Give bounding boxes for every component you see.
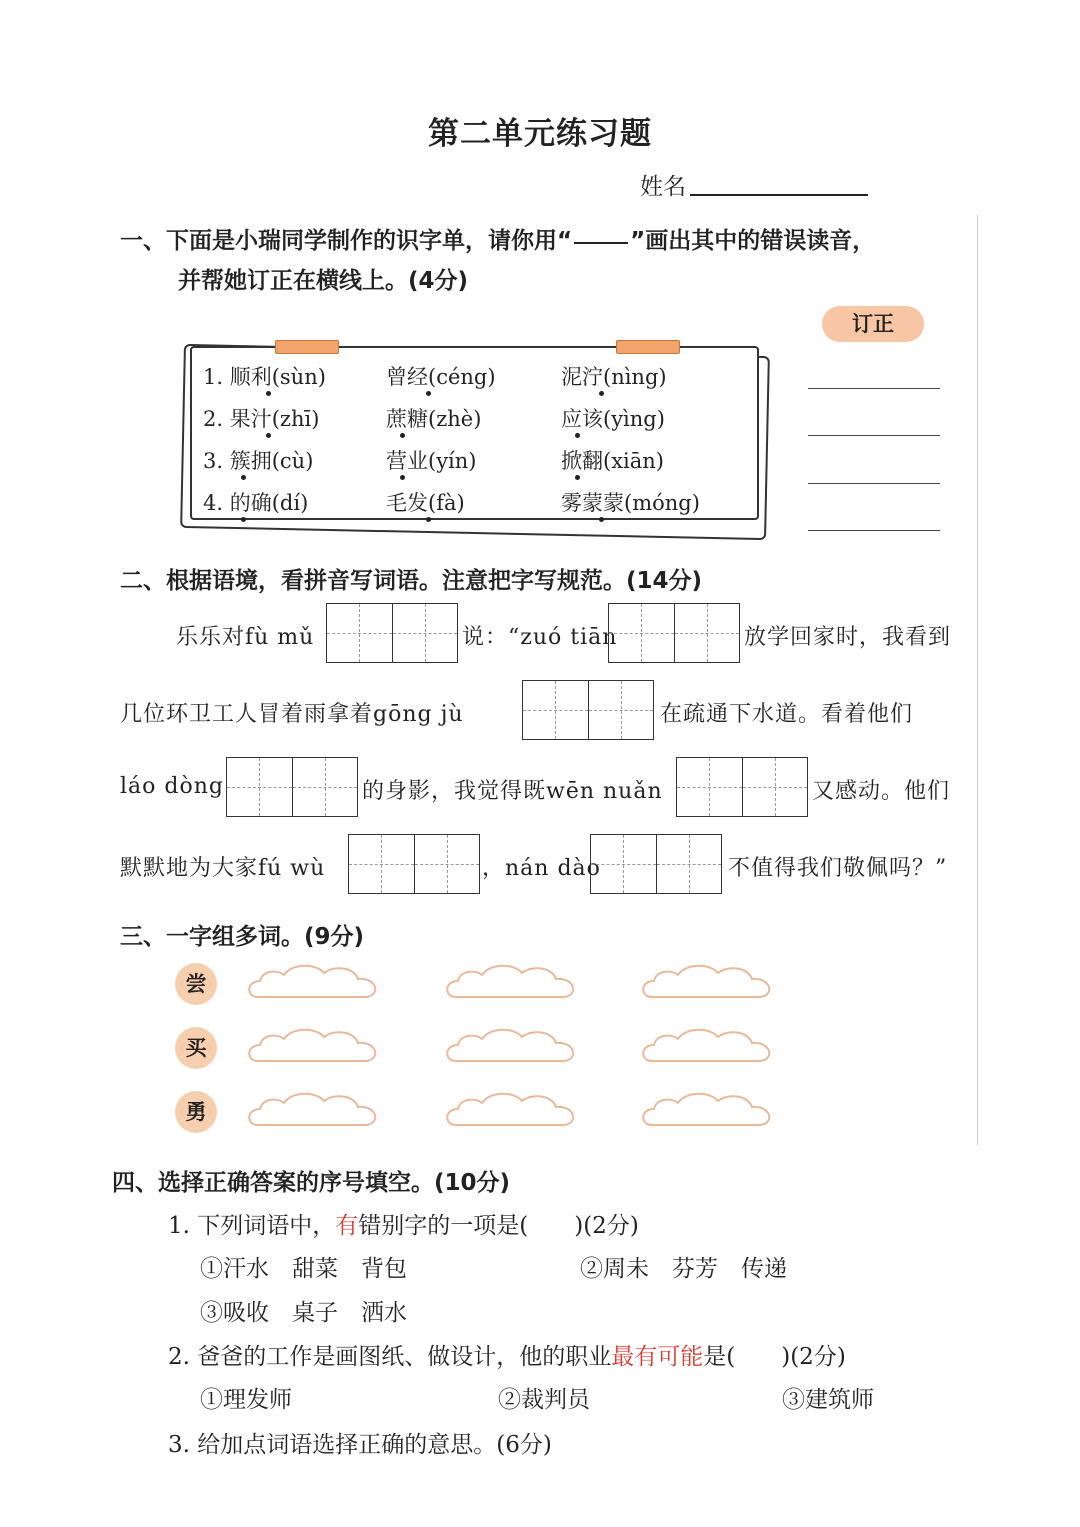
page-title: 第二单元练习题 [428, 116, 652, 152]
cloud-answer-box[interactable] [244, 1087, 384, 1137]
q2-option-1[interactable]: ①理发师 [200, 1387, 292, 1413]
fix-answer-line[interactable] [808, 483, 940, 484]
q1-pre: 1. 下列词语中， [168, 1213, 336, 1239]
section2-heading: 二、根据语境，看拼音写词语。注意把字写规范。(14分) [120, 568, 703, 594]
tianzige-box[interactable] [676, 757, 808, 817]
card-item: 应该(yìng) [561, 407, 665, 431]
cloud-answer-box[interactable] [638, 1087, 778, 1137]
tianzige-box[interactable] [590, 834, 722, 894]
section4-heading: 四、选择正确答案的序号填空。(10分) [112, 1170, 511, 1196]
section1-heading [120, 222, 875, 255]
emphasis-dot [400, 433, 405, 438]
tianzige-box[interactable] [326, 603, 458, 663]
emphasis-dot [426, 517, 431, 522]
emphasis-dot [599, 391, 604, 396]
tianzige-box[interactable] [608, 603, 740, 663]
passage-text: 在疏通下水道。看着他们 [660, 702, 914, 727]
tianzige-box[interactable] [522, 680, 654, 740]
passage-text: 乐乐对fù mǔ [176, 625, 315, 650]
card-tab-right [616, 340, 680, 354]
card-tab-left [275, 340, 339, 354]
card-item: 1. 顺利(sùn) [203, 365, 326, 389]
card-item: 蔗糖(zhè) [386, 407, 482, 431]
fix-answer-line[interactable] [808, 530, 940, 531]
q2-option-2[interactable]: ②裁判员 [498, 1387, 590, 1413]
q1-option-1[interactable]: ①汗水 甜菜 背包 [200, 1256, 407, 1282]
card-item: 营业(yín) [386, 449, 477, 473]
emphasis-dot [400, 475, 405, 480]
section1-line1b: ”画出其中的错误读音， [630, 228, 876, 254]
card-item: 雾蒙蒙(móng) [561, 491, 700, 515]
cloud-answer-box[interactable] [244, 1023, 384, 1073]
emphasis-dot [266, 391, 271, 396]
margin-divider [977, 215, 978, 1145]
name-label: 姓名 [640, 174, 686, 200]
passage-text: 又感动。他们 [812, 779, 951, 804]
fix-answer-line[interactable] [808, 435, 940, 436]
section3-heading: 三、一字组多词。(9分) [120, 924, 365, 950]
question-1 [168, 1207, 639, 1240]
emphasis-dot [426, 391, 431, 396]
tianzige-box[interactable] [226, 757, 358, 817]
char-circle: 尝 [175, 963, 217, 1005]
char-circle: 勇 [175, 1091, 217, 1133]
q1-post: 错别字的一项是( )(2分) [358, 1213, 639, 1239]
underline-sample [574, 240, 628, 244]
emphasis-dot [241, 475, 246, 480]
passage-text: 不值得我们敬佩吗？” [728, 856, 948, 881]
card-item: 泥泞(nìng) [561, 365, 667, 389]
emphasis-dot [241, 517, 246, 522]
emphasis-dot [575, 475, 580, 480]
card-item: 3. 簇拥(cù) [203, 449, 314, 473]
passage-text: láo dòng [120, 774, 224, 799]
section1-line2: 并帮她订正在横线上。(4分) [178, 268, 469, 294]
q1-option-2[interactable]: ②周未 芬芳 传递 [580, 1256, 787, 1282]
fix-answer-line[interactable] [808, 388, 940, 389]
cloud-answer-box[interactable] [442, 1023, 582, 1073]
passage-text: 默默地为大家fú wù [120, 856, 326, 881]
emphasis-dot [599, 517, 604, 522]
q2-pre: 2. 爸爸的工作是画图纸、做设计，他的职业 [168, 1344, 612, 1370]
cloud-answer-box[interactable] [638, 959, 778, 1009]
section1-line1a: 一、下面是小瑞同学制作的识字单，请你用“ [120, 228, 573, 254]
q2-post: 是( )(2分) [703, 1344, 846, 1370]
emphasis-dot [575, 433, 580, 438]
q1-option-3[interactable]: ③吸收 桌子 洒水 [200, 1300, 407, 1326]
card-item: 掀翻(xiān) [561, 449, 664, 473]
question-2 [168, 1338, 846, 1371]
fix-badge: 订正 [822, 306, 924, 342]
q2-option-3[interactable]: ③建筑师 [782, 1387, 874, 1413]
passage-text: 放学回家时，我看到 [744, 625, 952, 650]
cloud-answer-box[interactable] [442, 959, 582, 1009]
cloud-answer-box[interactable] [244, 959, 384, 1009]
q2-emphasis: 最有可能 [611, 1344, 704, 1370]
passage-text: 的身影，我觉得既wēn nuǎn [362, 779, 663, 804]
name-input-line[interactable] [690, 194, 868, 196]
char-circle: 买 [175, 1027, 217, 1069]
passage-text: 说：“zuó tiān [462, 625, 618, 650]
card-item: 毛发(fà) [386, 491, 465, 515]
emphasis-dot [266, 433, 271, 438]
passage-text: ，nán dào [482, 856, 601, 881]
passage-text: 几位环卫工人冒着雨拿着gōng jù [120, 702, 464, 727]
cloud-answer-box[interactable] [638, 1023, 778, 1073]
card-item: 4. 的确(dí) [203, 491, 309, 515]
q1-emphasis: 有 [335, 1213, 359, 1239]
card-item: 2. 果汁(zhī) [203, 407, 320, 431]
question-3: 3. 给加点词语选择正确的意思。(6分) [168, 1432, 552, 1458]
tianzige-box[interactable] [348, 834, 480, 894]
card-item: 曾经(céng) [386, 365, 496, 389]
cloud-answer-box[interactable] [442, 1087, 582, 1137]
